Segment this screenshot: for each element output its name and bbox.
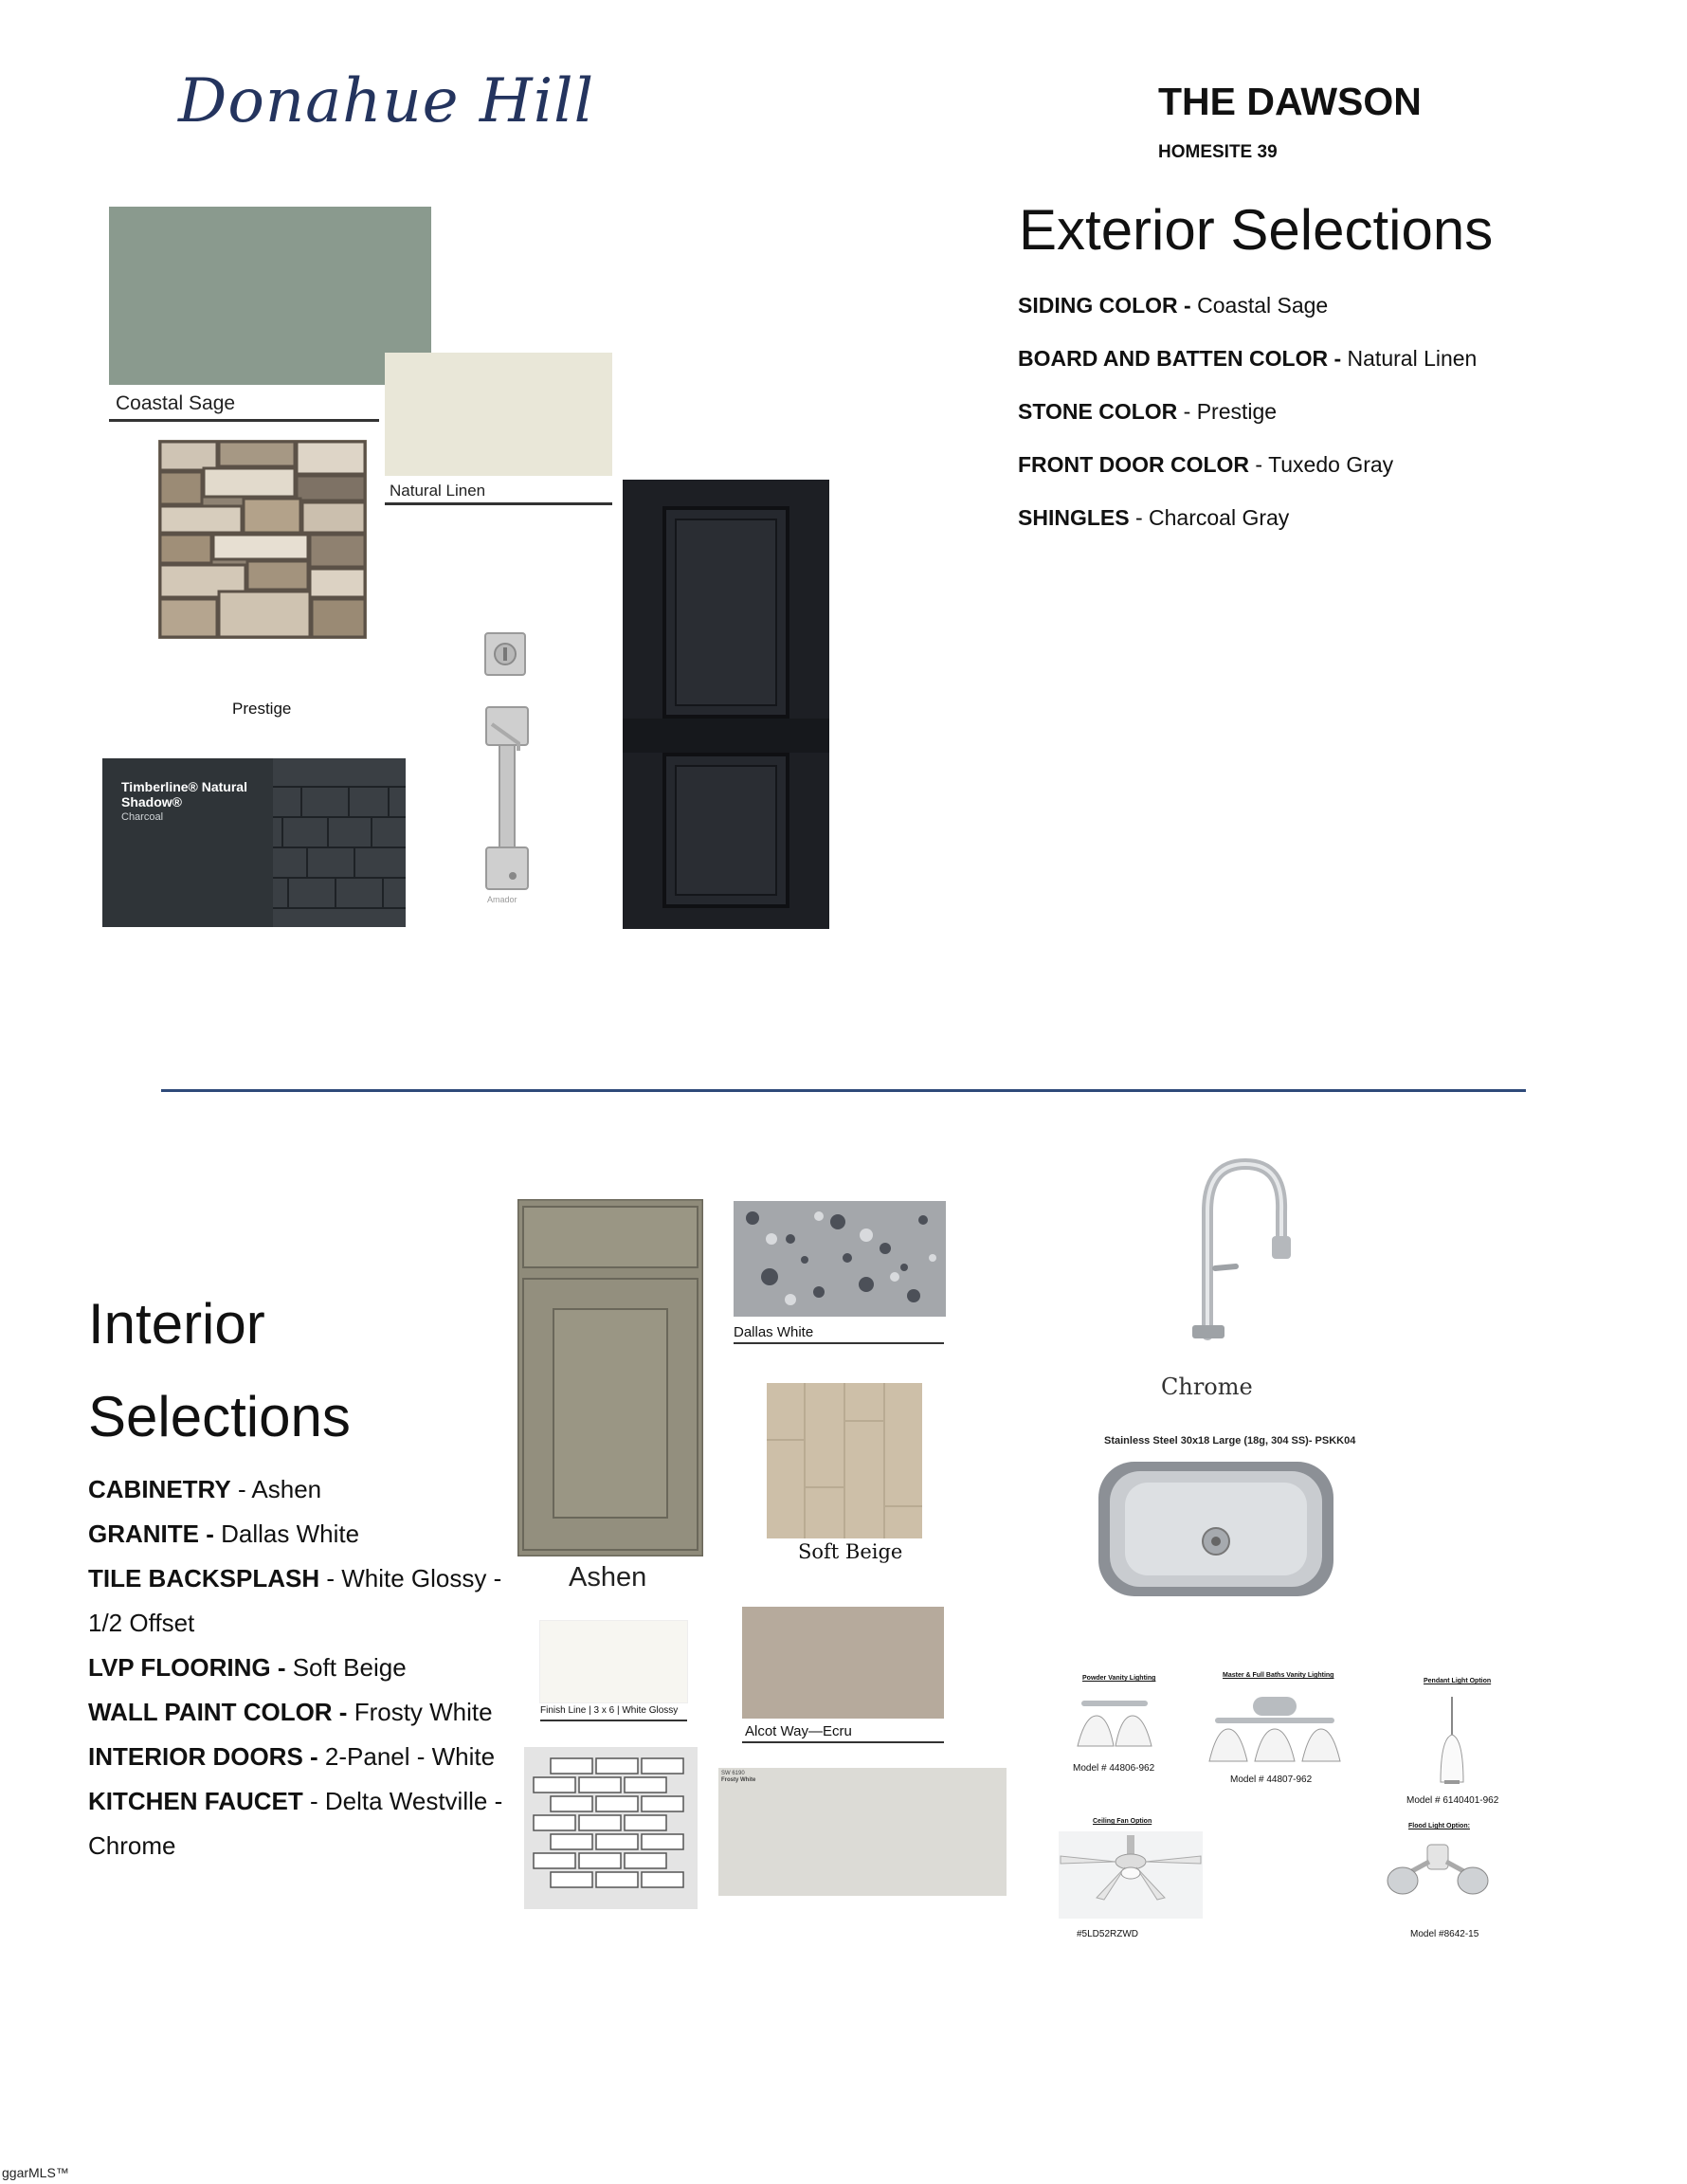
faucet-image [1170, 1155, 1293, 1340]
shingle-brand: Timberline® Natural Shadow® [121, 779, 247, 810]
fan-title: Ceiling Fan Option [1093, 1818, 1152, 1825]
sink-label: Stainless Steel 30x18 Large (18g, 304 SS)- PSKK04 [1104, 1435, 1356, 1447]
divider-line [109, 419, 379, 422]
granite-label: Dallas White [734, 1324, 814, 1340]
plan-name: THE DAWSON [1158, 80, 1422, 123]
divider-line [540, 1720, 687, 1721]
handleset-icon [484, 705, 530, 891]
interior-selection-list [88, 1467, 515, 1868]
hardware-label: Amador [487, 895, 517, 904]
shingle-color-label: Charcoal [121, 811, 164, 823]
deadbolt-icon [484, 632, 526, 676]
divider-line [734, 1342, 944, 1344]
stone-swatch [158, 440, 367, 639]
cabinet-label: Ashen [569, 1562, 647, 1592]
flooring-swatch [767, 1383, 922, 1538]
exterior-item: SHINGLES - Charcoal Gray [1018, 505, 1290, 530]
master-light-model: Model # 44807-962 [1230, 1774, 1313, 1785]
mls-watermark: ggarMLS™ [2, 2165, 69, 2180]
interior-item: INTERIOR DOORS - 2-Panel - White [88, 1742, 496, 1771]
interior-item: CABINETRY - Ashen [88, 1475, 322, 1503]
faucet-label: Chrome [1161, 1374, 1253, 1400]
pendant-light-title: Pendant Light Option [1424, 1678, 1492, 1684]
exterior-item: FRONT DOOR COLOR - Tuxedo Gray [1018, 452, 1394, 477]
flood-light-model: Model #8642-15 [1410, 1929, 1479, 1939]
exterior-selection-list [1018, 279, 1477, 544]
pendant-light-icon [1435, 1697, 1469, 1788]
front-door-image [623, 480, 829, 929]
powder-light-model: Model # 44806-962 [1073, 1763, 1155, 1774]
interior-item: TILE BACKSPLASH - White Glossy - 1/2 Offset [88, 1564, 502, 1637]
stone-label: Prestige [232, 700, 292, 718]
homesite-number: HOMESITE 39 [1158, 142, 1278, 162]
exterior-item: BOARD AND BATTEN COLOR - Natural Linen [1018, 346, 1478, 371]
subway-tile-pattern [524, 1747, 698, 1909]
divider-line [742, 1741, 944, 1743]
carpet-label: Alcot Way—Ecru [745, 1723, 852, 1739]
paint-swatch [718, 1768, 1007, 1896]
powder-light-icon [1072, 1697, 1157, 1754]
fan-model: #5LD52RZWD [1077, 1929, 1139, 1939]
tile-label: Finish Line | 3 x 6 | White Glossy [540, 1705, 679, 1716]
exterior-item: SIDING COLOR - Coastal Sage [1018, 293, 1329, 318]
interior-item: LVP FLOORING - Soft Beige [88, 1653, 407, 1682]
siding-label: Coastal Sage [116, 392, 236, 414]
granite-swatch [734, 1201, 946, 1317]
interior-item: GRANITE - Dallas White [88, 1520, 360, 1548]
shingle-texture [273, 758, 406, 927]
interior-item: KITCHEN FAUCET - Delta Westville - Chrome [88, 1787, 503, 1860]
exterior-title: Exterior Selections [1019, 198, 1494, 262]
interior-item: WALL PAINT COLOR - Frosty White [88, 1698, 493, 1726]
section-divider [161, 1089, 1526, 1092]
sink-image [1097, 1460, 1335, 1598]
brand-logo: Donahue Hill [178, 66, 595, 136]
master-light-icon [1206, 1695, 1344, 1765]
exterior-item: STONE COLOR - Prestige [1018, 399, 1278, 424]
paint-name: Frosty White [721, 1777, 756, 1783]
interior-title-line1: Interior [88, 1292, 265, 1356]
interior-title-line2: Selections [88, 1385, 351, 1448]
batten-swatch [385, 353, 612, 476]
flood-light-title: Flood Light Option: [1408, 1823, 1470, 1829]
master-light-title: Master & Full Baths Vanity Lighting [1223, 1672, 1334, 1679]
flood-light-icon [1386, 1839, 1490, 1900]
shingle-swatch [102, 758, 406, 927]
divider-line [385, 502, 612, 505]
flooring-label: Soft Beige [798, 1540, 903, 1563]
tile-swatch [539, 1620, 688, 1703]
ceiling-fan-icon [1059, 1831, 1203, 1919]
batten-label: Natural Linen [390, 482, 486, 500]
cabinet-swatch [517, 1199, 703, 1556]
powder-light-title: Powder Vanity Lighting [1082, 1675, 1156, 1682]
siding-swatch [109, 207, 431, 385]
pendant-light-model: Model # 6140401-962 [1406, 1795, 1499, 1806]
carpet-swatch [742, 1607, 944, 1719]
paint-code: SW 6190 [721, 1771, 745, 1776]
